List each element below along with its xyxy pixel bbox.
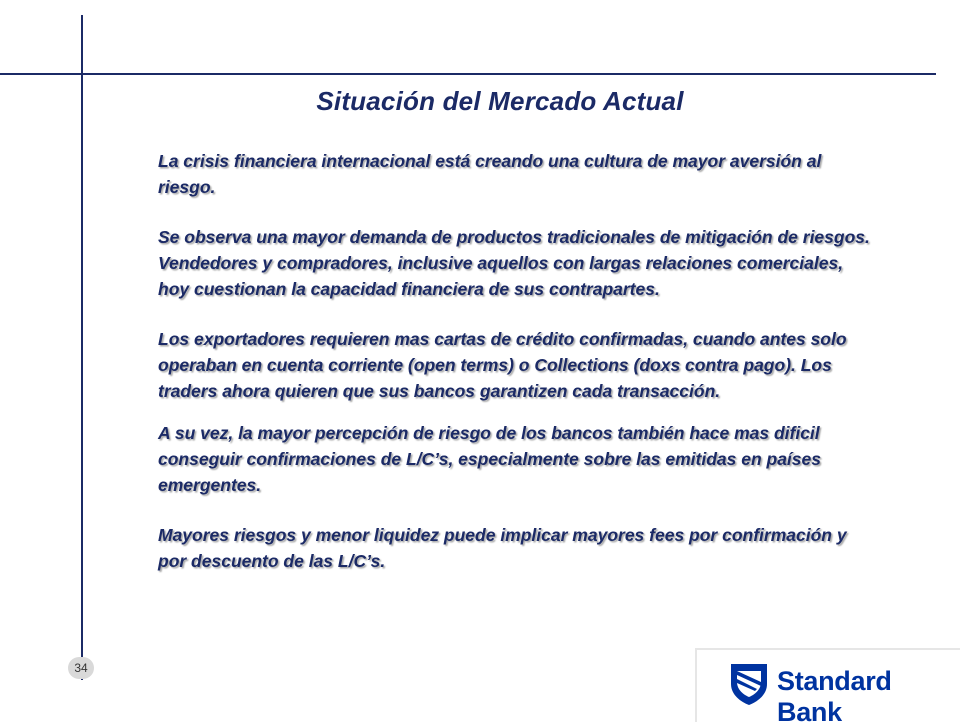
slide-body: [158, 148, 878, 598]
slide-title: Situación del Mercado Actual: [316, 86, 684, 116]
paragraph-3: Los exportadores requieren mas cartas de crédito confirmadas, cuando antes solo operaban en cuenta corriente (open terms) o Collections (doxs contra pago). Los traders ahora quieren que sus bancos garantizen cada transacción.: [158, 329, 847, 401]
standard-bank-logo: [695, 648, 960, 727]
paragraph-4: A su vez, la mayor percepción de riesgo de los bancos también hace mas dificil conseguir confirmaciones de L/C’s, especialmente sobre las emitidas en países emergentes.: [158, 423, 821, 495]
paragraph-5: Mayores riesgos y menor liquidez puede implicar mayores fees por confirmación y por descuento de las L/C’s.: [158, 525, 847, 571]
standard-bank-shield-icon: [729, 662, 769, 706]
paragraph-2: Se observa una mayor demanda de productos tradicionales de mitigación de riesgos. Vendedores y compradores, inclusive aquellos con largas relaciones comerciales, hoy cuestionan la capacidad financiera de sus contrapartes.: [158, 227, 870, 299]
paragraph-1: La crisis financiera internacional está creando una cultura de mayor aversión al riesgo.: [158, 151, 822, 197]
horizontal-rule: [0, 73, 936, 75]
logo-text: Standard Bank: [777, 666, 892, 727]
page-number: 34: [68, 657, 94, 679]
